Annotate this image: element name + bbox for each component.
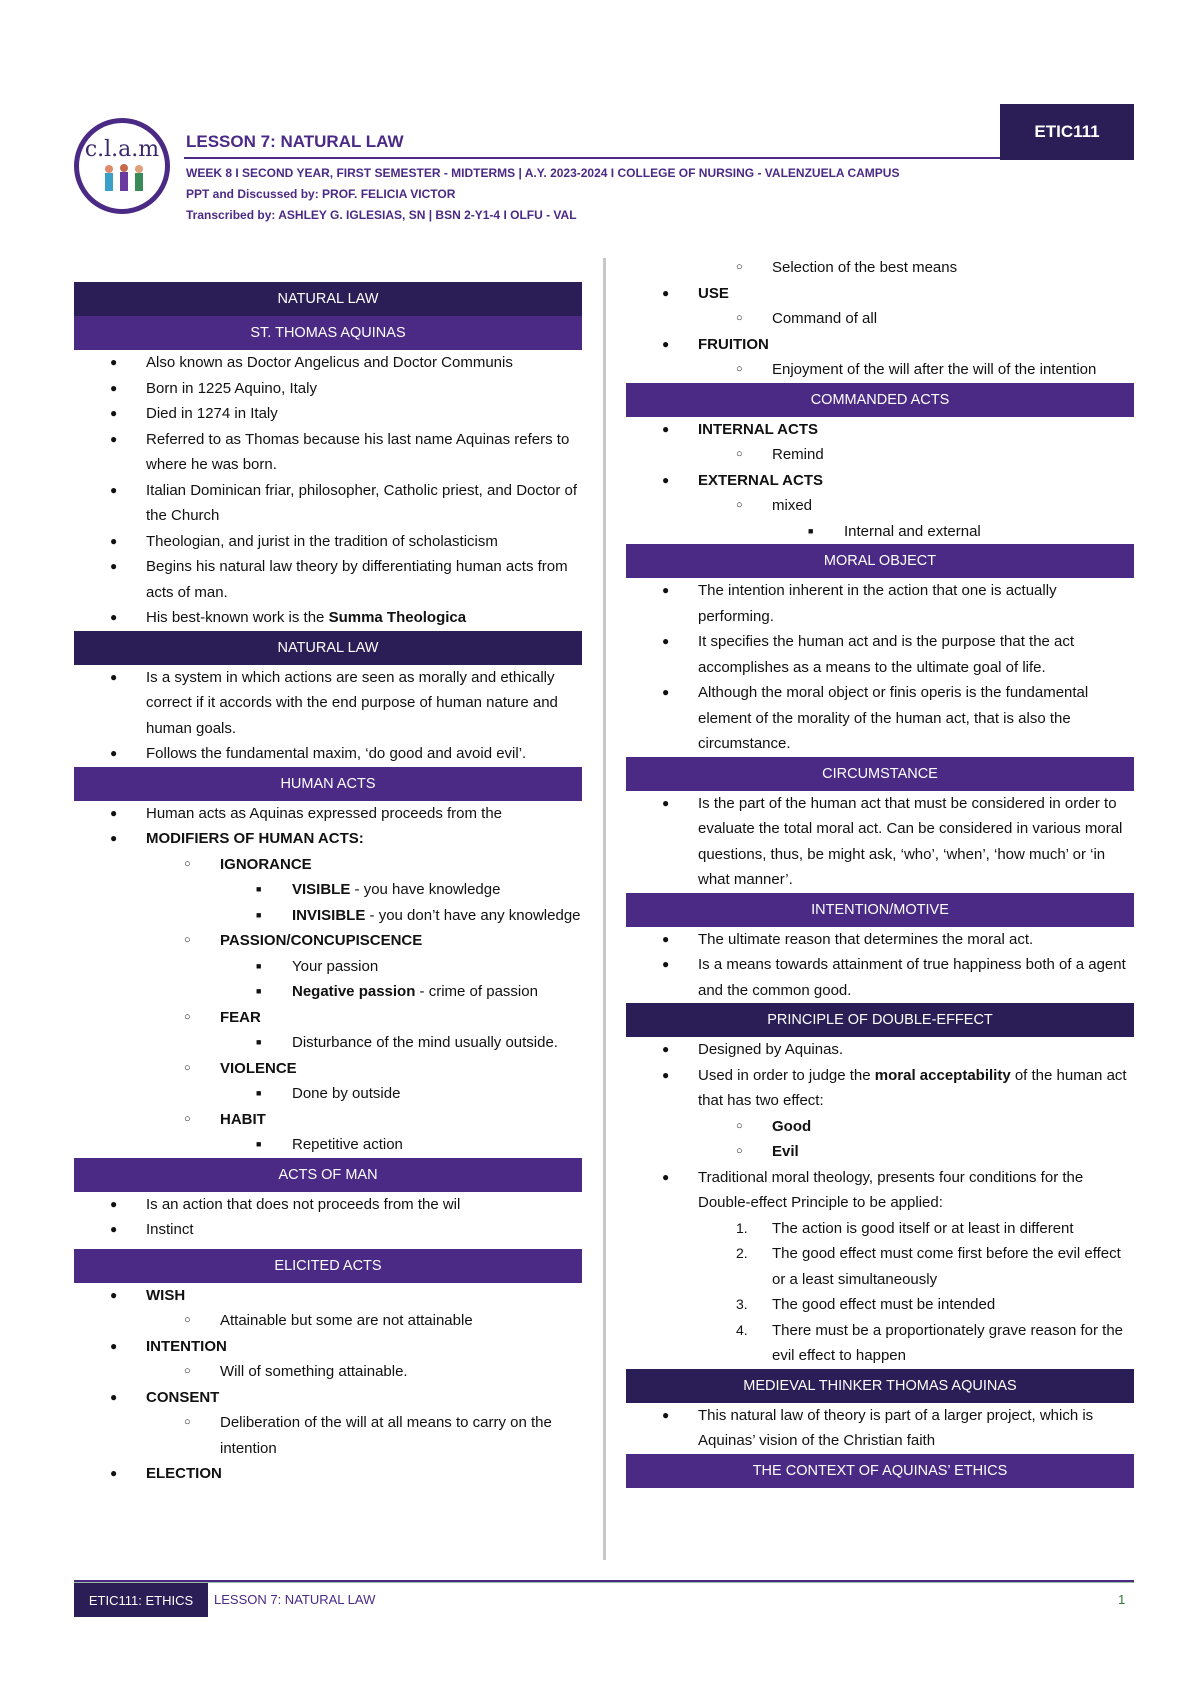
list-item [626,332,1134,358]
bullet-marker: 2. [736,1245,748,1261]
item-text: USE [698,284,729,302]
bullet-marker: ● [110,669,118,684]
item-text: INVISIBLE [292,906,366,924]
bullet-marker: ○ [184,934,191,946]
item-text: Although the moral object or finis operis is the fundamental element of the morality of the human act, that is also the circumstance. [698,684,1089,752]
section-header-circumstance: CIRCUMSTANCE [626,757,1134,791]
section-header-natural-law: NATURAL LAW [74,282,582,316]
item-text: Deliberation of the will at all means to carry on the intention [220,1414,552,1457]
section-header-natural-law-2: NATURAL LAW [74,631,582,665]
item-text: Disturbance of the mind usually outside. [292,1034,558,1051]
bullet-marker: ● [662,931,670,946]
course-code-badge: ETIC111 [1000,104,1134,160]
item-text: Will of something attainable. [220,1363,408,1380]
item-text: Designed by Aquinas. [698,1041,844,1058]
bullet-marker: ● [662,1407,670,1422]
item-text: INTENTION [146,1337,227,1355]
list-item [74,954,582,980]
bullet-marker: ○ [184,1416,191,1428]
bullet-marker: ■ [256,1037,262,1047]
item-text: Negative passion [292,983,416,1000]
item-text: moral acceptability [874,1066,1011,1084]
bullet-marker: ● [110,406,118,420]
bullet-marker: ■ [808,525,814,536]
list-item [74,903,582,929]
bullet-marker: ● [110,380,118,395]
item-text: Selection of the best means [772,259,958,276]
list-item [626,519,1134,545]
list-item [74,605,582,631]
item-text: The intention inherent in the action that one is actually performing. [698,582,1057,625]
bullet-marker: ○ [184,1061,191,1074]
item-text: FRUITION [698,335,769,353]
list-item [74,1030,582,1056]
bullet-marker: ● [110,533,118,548]
item-text: His best-known work is the [146,609,329,626]
section-header-context-ethics: THE CONTEXT OF AQUINAS’ ETHICS [626,1454,1134,1488]
meta-line-week: WEEK 8 I SECOND YEAR, FIRST SEMESTER - MIDTERMS | A.Y. 2023-2024 I COLLEGE OF NURSING - VALENZUELA CAMPUS [186,166,900,180]
bullet-marker: ■ [256,909,262,920]
list-item [74,1217,582,1243]
meta-line-discussed: PPT and Discussed by: PROF. FELICIA VICTOR [186,187,456,201]
list-item [626,1139,1134,1165]
list-item [74,478,582,529]
college-logo [74,118,170,214]
list-item [74,1359,582,1385]
list-item [74,1132,582,1158]
item-text: Your passion [292,957,379,975]
bullet-marker: ■ [256,884,262,894]
list-item [74,529,582,555]
column-divider [603,258,606,1560]
bullet-marker: ○ [736,448,743,460]
bullet-marker: ● [110,1196,118,1211]
list-item [626,578,1134,629]
list-item [626,1114,1134,1140]
bullet-marker: ● [110,559,118,573]
item-text: - you don’t have any knowledge [365,906,581,924]
item-text: INTERNAL ACTS [698,420,818,438]
list-item [626,306,1134,332]
bullet-marker: ○ [184,1314,191,1326]
item-text: CONSENT [146,1388,220,1406]
item-text: mixed [772,497,813,514]
item-text: - you have knowledge [350,881,501,898]
bullet-marker: ○ [736,261,743,273]
right-column [626,255,1134,1488]
bullet-marker: ● [662,685,670,699]
bullet-marker: ○ [184,1010,191,1023]
item-text: Born in 1225 Aquino, Italy [146,379,317,397]
bullet-marker: 3. [736,1296,748,1312]
list-item [74,1385,582,1411]
item-text: Follows the fundamental maxim, ‘do good and avoid evil’. [146,745,527,762]
item-text: Is an action that does not proceeds from the wil [146,1195,461,1213]
bullet-marker: 1. [736,1219,748,1236]
item-text: HABIT [220,1110,266,1128]
list-item [74,376,582,402]
list-item [74,928,582,954]
item-text: Enjoyment of the will after the will of the intention [772,361,1097,378]
item-text: MODIFIERS OF HUMAN ACTS: [146,830,364,847]
item-text: Done by outside [292,1085,401,1102]
list-item [626,417,1134,443]
item-text: The action is good itself or at least in different [772,1219,1074,1237]
list-item [74,877,582,903]
item-text: VIOLENCE [220,1059,297,1077]
bullet-marker: ● [662,472,670,487]
section-header-moral-object: MORAL OBJECT [626,544,1134,578]
footer-lesson-title: LESSON 7: NATURAL LAW [214,1592,376,1607]
list-item [74,401,582,427]
item-text: There must be a proportionately grave reason for the evil effect to happen [772,1321,1124,1364]
logo-text: c.l.a.m [84,137,160,162]
item-text: Is a system in which actions are seen as morally and ethically correct if it accords with the end purpose of human nature and human goals. [146,668,558,737]
people-icon [99,163,149,193]
item-text: Remind [772,446,824,463]
list-item [74,1283,582,1309]
list-item [626,1216,1134,1242]
bullet-marker: ○ [736,499,743,511]
list-item [626,468,1134,494]
list-item [74,801,582,827]
list-item [74,1334,582,1360]
bullet-marker: ○ [736,312,743,324]
bullet-marker: ● [110,610,118,624]
item-text: The good effect must come first before the evil effect or a least simultaneously [772,1245,1121,1288]
bullet-marker: ● [110,831,118,845]
list-item [626,281,1134,307]
bullet-marker: ● [110,805,118,820]
bullet-marker: ■ [256,1088,262,1098]
item-text: Traditional moral theology, presents four conditions for the Double-effect Principle to be applied: [698,1168,1084,1211]
bullet-marker: ● [662,957,670,971]
bullet-marker: ● [110,1338,118,1353]
item-text: Summa Theologica [328,609,467,626]
section-header-aquinas: ST. THOMAS AQUINAS [74,316,582,350]
item-text: Human acts as Aquinas expressed proceeds from the [146,804,503,822]
list-item [74,350,582,376]
bullet-marker: ● [662,634,670,648]
list-item [626,1165,1134,1216]
section-header-elicited-acts: ELICITED ACTS [74,1249,582,1283]
list-item [74,665,582,742]
bullet-marker: ● [662,583,670,597]
item-text: IGNORANCE [220,855,312,873]
footer-accent-rule [74,1582,1134,1583]
item-text: Referred to as Thomas because his last name Aquinas refers to where he was born. [146,430,570,473]
list-item [626,1292,1134,1318]
bullet-marker: ● [662,1067,670,1082]
list-item [74,554,582,605]
bullet-marker: ○ [736,1119,743,1132]
list-item [74,1410,582,1461]
item-text: Internal and external [844,522,981,540]
bullet-marker: ○ [184,1365,191,1377]
item-text: EXTERNAL ACTS [698,471,824,489]
list-item [74,1461,582,1487]
item-text: - crime of passion [415,983,538,1000]
footer-course-code: ETIC111: ETHICS [74,1583,208,1617]
bullet-marker: ● [662,336,670,351]
page-number: 1 [1118,1592,1126,1607]
list-item [74,427,582,478]
section-header-commanded-acts: COMMANDED ACTS [626,383,1134,417]
list-item [626,1318,1134,1369]
list-item [626,1241,1134,1292]
list-item [74,979,582,1005]
bullet-marker: ■ [256,986,262,996]
item-text: Instinct [146,1221,194,1238]
section-header-human-acts: HUMAN ACTS [74,767,582,801]
bullet-marker: ■ [256,960,262,971]
item-text: Used in order to judge the [698,1066,875,1084]
list-item [626,629,1134,680]
bullet-marker: ● [662,1169,670,1184]
bullet-marker: ● [110,482,118,497]
list-item [74,826,582,852]
item-text: Died in 1274 in Italy [146,405,278,422]
list-item [626,927,1134,953]
item-text: PASSION/CONCUPISCENCE [220,932,423,949]
list-item [74,1192,582,1218]
item-text: ELECTION [146,1465,222,1482]
item-text: Is a means towards attainment of true happiness both of a agent and the common good. [698,956,1126,999]
item-text: Repetitive action [292,1136,403,1153]
list-item [626,1037,1134,1063]
item-text: Evil [772,1143,799,1160]
item-text: The good effect must be intended [772,1296,996,1313]
item-text: Is the part of the human act that must be considered in order to evaluate the total moral act. Can be considered in various moral questions, thus, be might ask, ‘who’, ‘when’, ‘how much’ or ‘in what manner’. [698,794,1123,888]
item-text: Theologian, and jurist in the tradition of scholasticism [146,532,498,550]
bullet-marker: ○ [736,1145,743,1157]
list-item [626,680,1134,757]
list-item [626,1063,1134,1114]
item-text: Begins his natural law theory by differentiating human acts from acts of man. [146,558,568,601]
bullet-marker: ● [110,1287,118,1302]
section-header-acts-of-man: ACTS OF MAN [74,1158,582,1192]
section-header-medieval-thinker: MEDIEVAL THINKER THOMAS AQUINAS [626,1369,1134,1403]
item-text: Command of all [772,310,878,327]
left-column [74,282,582,1487]
list-item [626,952,1134,1003]
item-text: Good [772,1117,812,1135]
item-text: Attainable but some are not attainable [220,1312,473,1329]
list-item [626,357,1134,383]
list-item [74,852,582,878]
list-item [74,1081,582,1107]
bullet-marker: ● [662,285,670,300]
bullet-marker: ● [110,746,118,760]
section-header-intention-motive: INTENTION/MOTIVE [626,893,1134,927]
bullet-marker: 4. [736,1321,748,1338]
item-text: Italian Dominican friar, philosopher, Catholic priest, and Doctor of the Church [146,481,578,524]
item-text: FEAR [220,1008,261,1026]
list-item [626,442,1134,468]
bullet-marker: ● [110,1222,118,1236]
item-text: WISH [146,1286,186,1304]
bullet-marker: ○ [736,363,743,375]
item-text: This natural law of theory is part of a larger project, which is Aquinas’ vision of the Christian faith [698,1406,1094,1449]
item-text: VISIBLE [292,881,351,898]
list-item [626,1403,1134,1454]
bullet-marker: ● [662,795,670,810]
meta-line-transcribed: Transcribed by: ASHLEY G. IGLESIAS, SN | BSN 2-Y1-4 I OLFU - VAL [186,208,577,222]
lesson-title: LESSON 7: NATURAL LAW [186,132,404,151]
title-rule [184,157,1000,159]
list-item [626,791,1134,893]
list-item [74,1308,582,1334]
list-item [74,1056,582,1082]
bullet-marker: ■ [256,1139,262,1149]
bullet-marker: ○ [184,1112,191,1125]
bullet-marker: ● [110,431,118,446]
item-text: Also known as Doctor Angelicus and Doctor Communis [146,354,513,371]
list-item [626,255,1134,281]
list-item [74,1005,582,1031]
item-text: The ultimate reason that determines the moral act. [698,930,1034,948]
bullet-marker: ○ [184,857,191,870]
list-item [74,1107,582,1133]
item-text: of the human act that has two effect: [698,1066,1127,1109]
bullet-marker: ● [110,355,118,369]
list-item [626,493,1134,519]
item-text: It specifies the human act and is the purpose that the act accomplishes as a means to the ultimate goal of life. [698,633,1075,676]
bullet-marker: ● [110,1389,118,1404]
section-header-double-effect: PRINCIPLE OF DOUBLE-EFFECT [626,1003,1134,1037]
bullet-marker: ● [662,1042,670,1056]
bullet-marker: ● [662,421,670,436]
bullet-marker: ● [110,1466,118,1480]
list-item [74,741,582,767]
